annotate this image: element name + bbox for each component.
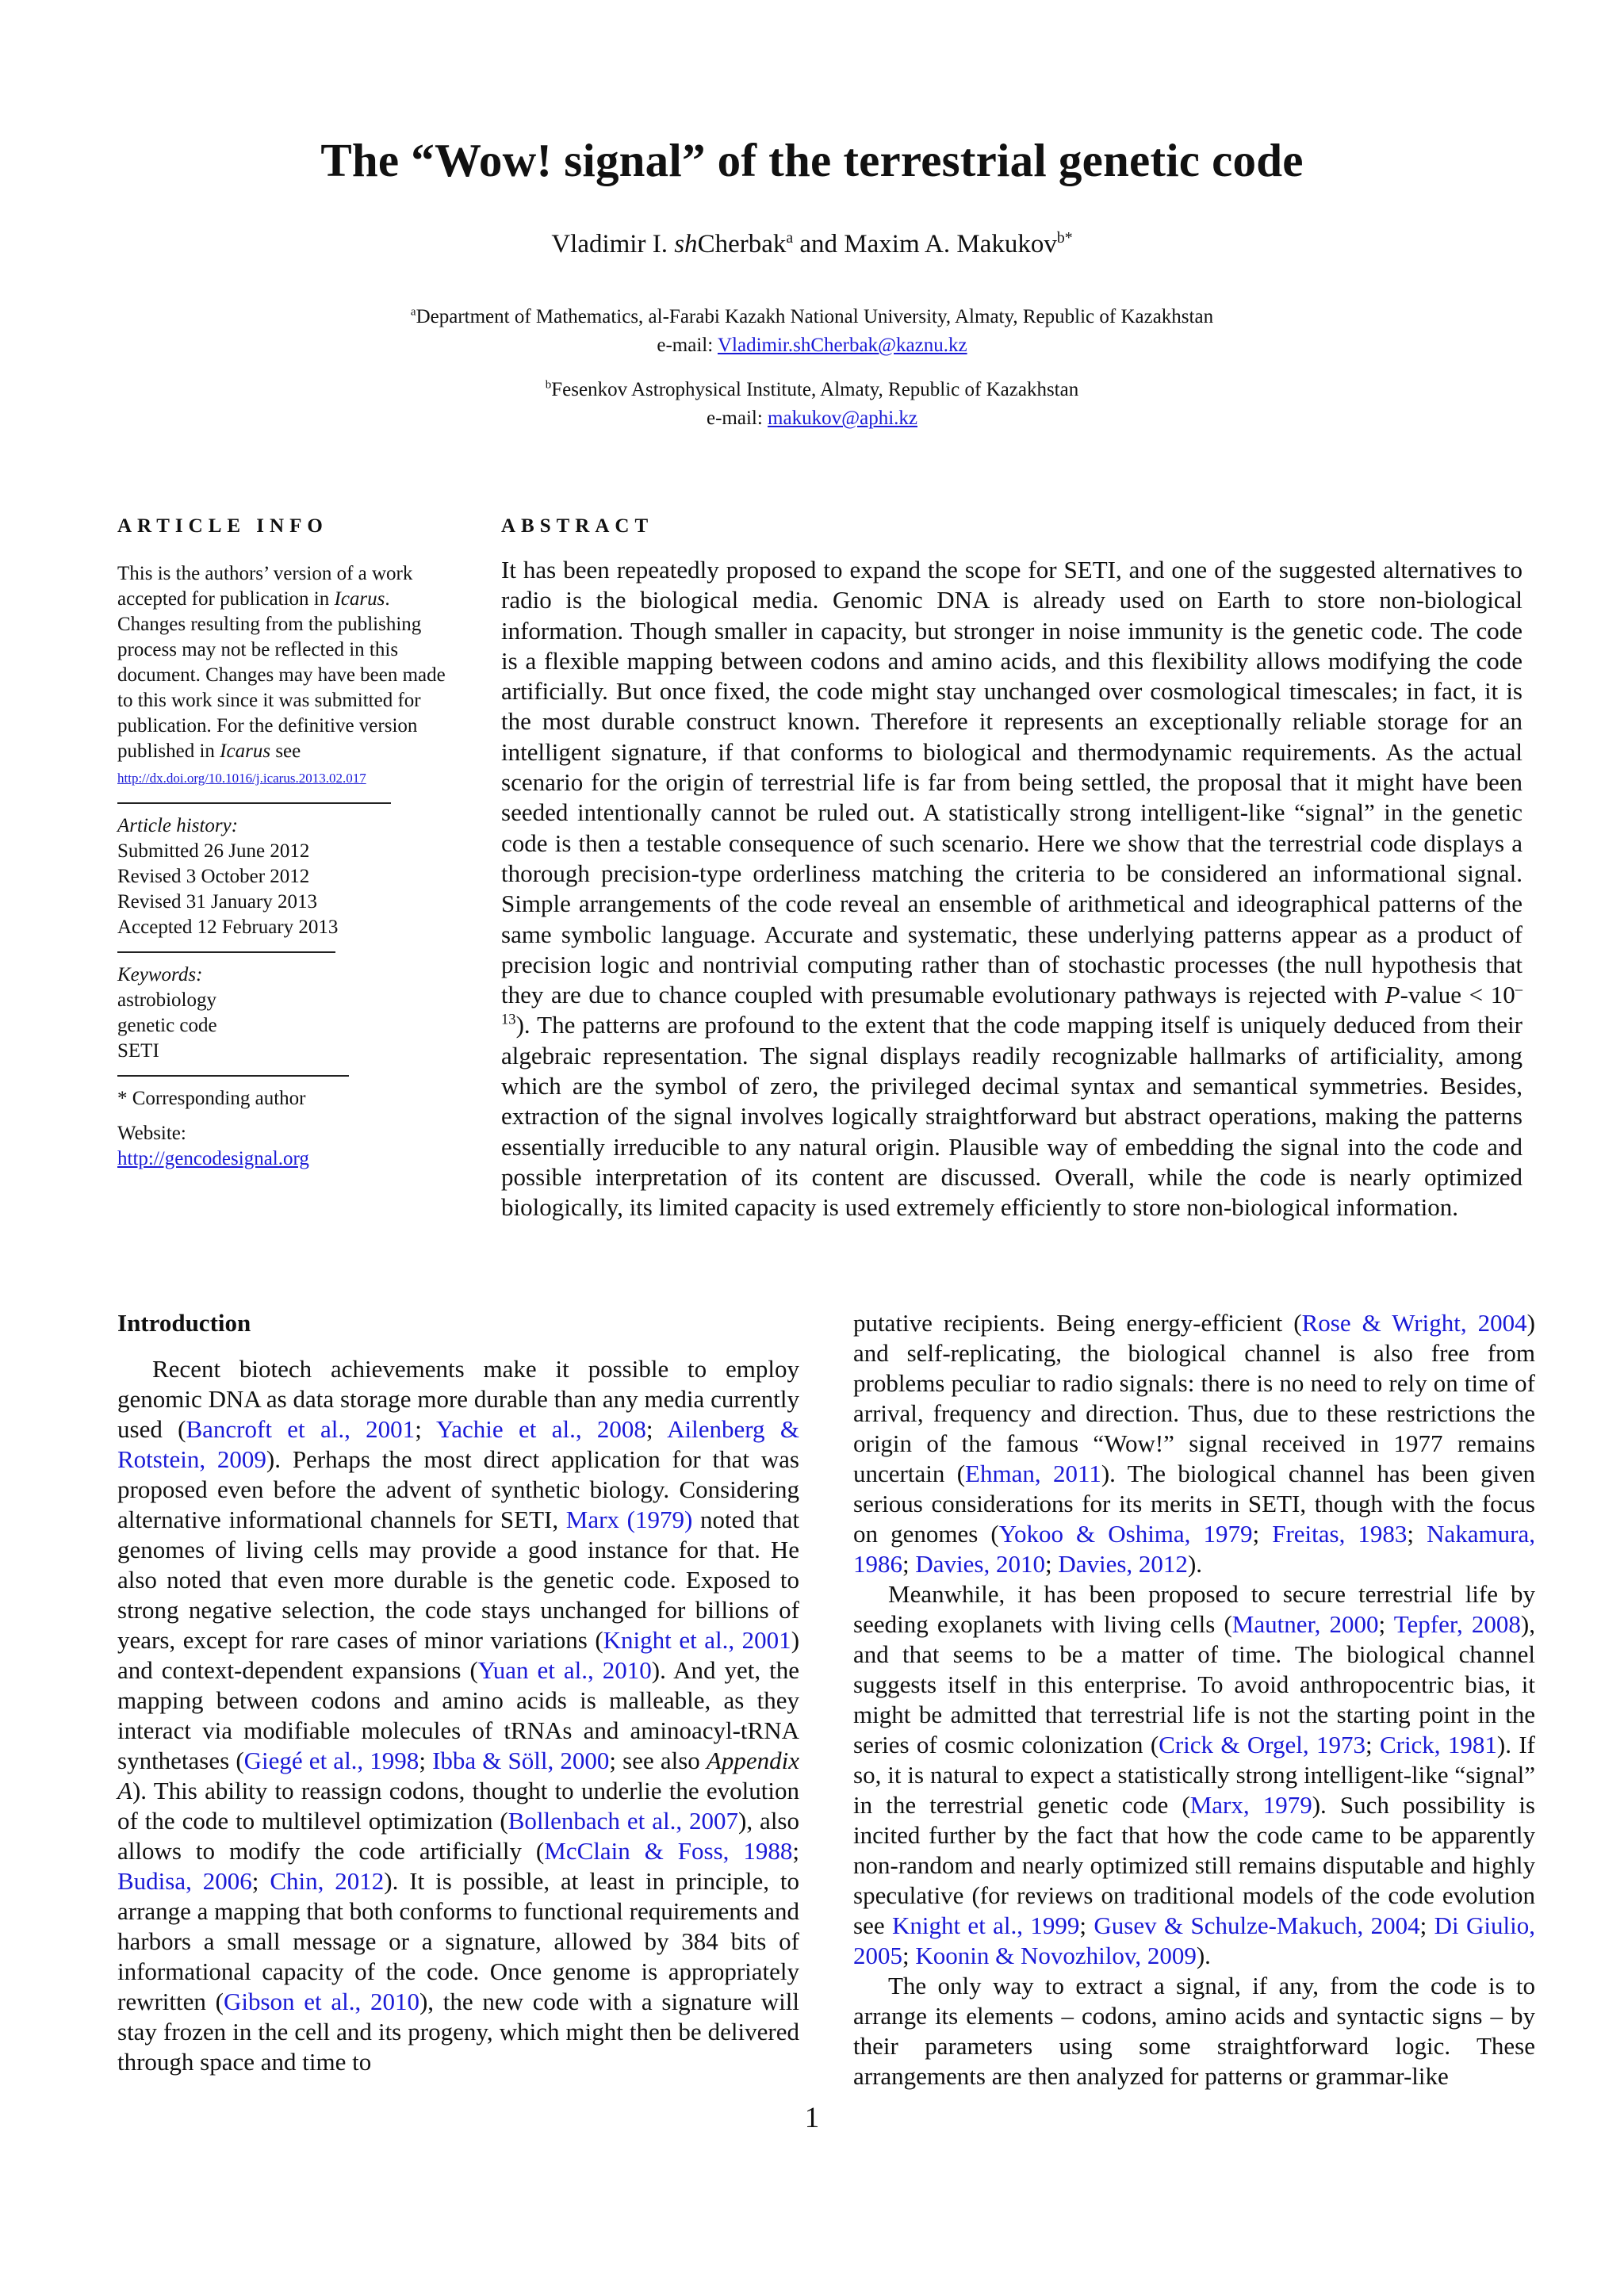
citation[interactable]: Ailenberg & Rotstein, 2009 — [117, 1415, 799, 1473]
note-text-1: This is the authors’ version of a work accepted for publication in — [117, 563, 413, 610]
website-label: Website: — [117, 1123, 186, 1144]
citation[interactable]: Freitas, 1983 — [1272, 1520, 1408, 1548]
keywords-label: Keywords: — [117, 964, 203, 985]
keyword: genetic code — [117, 1015, 217, 1036]
citation[interactable]: Ibba & Söll, 2000 — [432, 1747, 610, 1774]
citation[interactable]: Bancroft et al., 2001 — [186, 1415, 416, 1443]
paper-title: The “Wow! signal” of the terrestrial genetic code — [320, 134, 1304, 186]
appendix-reference: Appendix A — [117, 1747, 799, 1804]
divider — [117, 802, 391, 804]
abstract-part-3: ). The patterns are profound to the extent that the code mapping itself is uniquely deduced from their algebraic representation. The signal displays readily recognizable hallmarks of artificiality, among which are the symbol of zero, the privileged decimal syntax and semantical symmetries. Besides, extraction of the signal involves logically straightforward but abstract operations, making the patterns essentially irreducible to any natural origin. Plausible way of embedding the signal into the code and possible interpretation of its content are discussed. Overall, while the code is nearly optimized biologically, its limited capacity is used extremely efficiently to store non-biological information. — [501, 1011, 1522, 1222]
author2-name: and Maxim A. Makukov — [793, 230, 1057, 258]
note-text-2: . Changes resulting from the publishing process may not be reflected in this document. Changes may have been made to this work since it was submitted for publication. For the definitive version published in — [117, 588, 446, 762]
keyword: SETI — [117, 1040, 159, 1062]
abstract-part-2: -value < 10 — [1400, 981, 1515, 1009]
doi-link[interactable]: http://dx.doi.org/10.1016/j.icarus.2013.02.017 — [117, 771, 366, 786]
affiliation-a-email-label: e-mail: — [657, 335, 718, 356]
affiliation-a-email-link[interactable]: Vladimir.shCherbak@kaznu.kz — [717, 335, 967, 356]
abstract-part-1: It has been repeatedly proposed to expand the scope for SETI, and one of the suggested alternatives to radio is the biological media. Genomic DNA is already used on Earth to store non-biological information. Though smaller in capacity, but stronger in noise immunity is the genetic code. The code is a flexible mapping between codons and amino acids, and this flexibility allows modifying the code artificially. But once fixed, the code might stay unchanged over cosmological timescales; in fact, it is the most durable construct known. Therefore it represents an exceptionally reliable storage for an intelligent signature, if that conforms to biological and thermodynamic requirements. As the actual scenario for the origin of terrestrial life is far from being settled, the proposal that it might have been seeded intentionally cannot be ruled out. A statistically strong intelligent-like “signal” in the genetic code is then a testable consequence of such scenario. Here we show that the terrestrial code displays a thorough precision-type orderliness matching the criteria to be considered an informational signal. Simple arrangements of the code reveal an ensemble of arithmetical and ideographical patterns of the same symbolic language. Accurate and systematic, these underlying patterns appear as a product of precision logic and nontrivial computing rather than of stochastic processes (the null hypothesis that they are due to chance coupled with presumable evolutionary pathways is rejected with — [501, 556, 1522, 1009]
article-info-sidebar — [117, 561, 450, 1172]
abstract-text — [501, 555, 1522, 1223]
section-heading-introduction: Introduction — [117, 1309, 251, 1337]
citation[interactable]: Marx (1979) — [565, 1506, 693, 1533]
history-item: Accepted 12 February 2013 — [117, 916, 339, 938]
history-item: Revised 3 October 2012 — [117, 866, 310, 887]
abstract-p-symbol: P — [1385, 981, 1400, 1009]
citation[interactable]: Yuan et al., 2010 — [477, 1656, 652, 1684]
affiliation-b-mark: b — [545, 378, 552, 392]
citation[interactable]: Crick, 1981 — [1379, 1731, 1497, 1758]
author-line — [0, 230, 1624, 259]
citation[interactable]: Yokoo & Oshima, 1979 — [998, 1520, 1253, 1548]
citation[interactable]: Ehman, 2011 — [965, 1460, 1101, 1487]
citation[interactable]: McClain & Foss, 1988 — [544, 1837, 793, 1865]
note-journal: Icarus — [334, 588, 385, 610]
citation[interactable]: Mautner, 2000 — [1231, 1610, 1379, 1638]
affiliation-b-email-link[interactable]: makukov@aphi.kz — [768, 408, 917, 429]
note-journal-2: Icarus — [220, 740, 271, 762]
intro-paragraph-3: The only way to extract a signal, if any, from the code is to arrange its elements – codons, amino acids and syntactic signs – by their parameters using some straightforward logic. These arrangements are then analyzed for patterns or grammar-like — [853, 1972, 1535, 2090]
affiliation-a-text: Department of Mathematics, al-Farabi Kazakh National University, Almaty, Republic of Kazakhstan — [416, 306, 1214, 327]
divider — [117, 951, 335, 953]
history-label: Article history: — [117, 815, 239, 836]
citation[interactable]: Crick & Orgel, 1973 — [1159, 1731, 1365, 1758]
citation[interactable]: Knight et al., 1999 — [891, 1911, 1080, 1939]
history-item: Submitted 26 June 2012 — [117, 840, 310, 862]
citation[interactable]: Davies, 2012 — [1058, 1550, 1188, 1578]
author1-last: Cherbak — [697, 230, 787, 258]
author1-prefix: sh — [674, 230, 698, 258]
citation[interactable]: Budisa, 2006 — [117, 1867, 252, 1895]
citation[interactable]: Koonin & Novozhilov, 2009 — [915, 1942, 1197, 1969]
citation[interactable]: Davies, 2010 — [915, 1550, 1045, 1578]
author1-affiliation-mark: a — [786, 229, 794, 247]
author1-first: Vladimir I. — [551, 230, 675, 258]
author2-affiliation-mark: b* — [1056, 229, 1073, 247]
corresponding-author-note: * Corresponding author — [117, 1088, 306, 1109]
citation[interactable]: Di Giulio, 2005 — [853, 1911, 1535, 1969]
intro-paragraph-1: Recent biotech achievements make it possible to employ genomic DNA as data storage more durable than any media currently used (Bancroft et al., 2001; Yachie et al., 2008; Ailenberg & Rotstein, 2009). Perhaps the most direct application for that was proposed even before the advent of synthetic biology. Considering alternative informational channels for SETI, Marx (1979) noted that genomes of living cells may provide a good instance for that. He also noted that even more durable is the genetic code. Exposed to strong negative selection, the code stays unchanged for billions of years, except for rare cases of minor variations (Knight et al., 2001) and context-dependent expansions (Yuan et al., 2010). And yet, the mapping between codons and amino acids is malleable, as they interact via modifiable molecules of tRNAs and aminoacyl-tRNA synthetases (Giegé et al., 1998; Ibba & Söll, 2000; see also Appendix A). This ability to reassign codons, thought to underlie the evolution of the code to multilevel optimization (Bollenbach et al., 2007), also allows to modify the code artificially (McClain & Foss, 1988; Budisa, 2006; Chin, 2012). It is possible, at least in principle, to arrange a mapping that both conforms to functional requirements and harbors a small message or a signature, allowed by 384 bits of informational capacity of the code. Once genome is appropriately rewritten (Gibson et al., 2010), the new code with a signature will stay frozen in the cell and its progeny, which might then be delivered through space and time to — [117, 1355, 800, 2076]
citation[interactable]: Knight et al., 2001 — [603, 1626, 791, 1654]
divider — [117, 1075, 349, 1077]
website-link[interactable]: http://gencodesignal.org — [117, 1148, 309, 1169]
citation[interactable]: Gibson et al., 2010 — [223, 1988, 419, 2015]
citation[interactable]: Chin, 2012 — [270, 1867, 385, 1895]
authors-version-note — [117, 561, 450, 764]
body-column-right — [853, 1308, 1535, 2091]
body-column-left — [117, 1308, 799, 2077]
intro-paragraph-1-continued: putative recipients. Being energy-efficient (Rose & Wright, 2004) and self-replicating, the biological channel is also free from problems peculiar to radio signals: there is no need to rely on time of arrival, frequency and direction. Thus, due to these restrictions the origin of the famous “Wow!” signal received in 1977 remains uncertain (Ehman, 2011). The biological channel has been given serious considerations for its merits in SETI, though with the focus on genomes (Yokoo & Oshima, 1979; Freitas, 1983; Nakamura, 1986; Davies, 2010; Davies, 2012). — [853, 1309, 1535, 1578]
citation[interactable]: Tepfer, 2008 — [1393, 1610, 1521, 1638]
intro-paragraph-2: Meanwhile, it has been proposed to secure terrestrial life by seeding exoplanets with living cells (Mautner, 2000; Tepfer, 2008), and that seems to be a matter of time. The biological channel suggests itself in this enterprise. To avoid anthropocentric bias, it might be admitted that terrestrial life is not the starting point in the series of cosmic colonization (Crick & Orgel, 1973; Crick, 1981). If so, it is natural to expect a statistically strong intelligent-like “signal” in the terrestrial genetic code (Marx, 1979). Such possibility is incited further by the fact that how the code came to be apparently non-random and nearly optimized still remains disputable and highly speculative (for reviews on traditional models of the code evolution see Knight et al., 1999; Gusev & Schulze-Makuch, 2004; Di Giulio, 2005; Koonin & Novozhilov, 2009). — [853, 1580, 1535, 1969]
affiliation-b — [0, 376, 1624, 433]
article-info-heading: ARTICLE INFO — [117, 515, 328, 537]
page-number: 1 — [804, 2102, 820, 2134]
citation[interactable]: Gusev & Schulze-Makuch, 2004 — [1094, 1911, 1420, 1939]
affiliation-a-mark: a — [410, 305, 416, 319]
abstract-heading: ABSTRACT — [501, 515, 654, 537]
affiliation-a — [0, 303, 1624, 360]
history-item: Revised 31 January 2013 — [117, 891, 318, 913]
note-text-3: see — [270, 740, 301, 762]
citation[interactable]: Bollenbach et al., 2007 — [508, 1807, 739, 1835]
affiliation-b-text: Fesenkov Astrophysical Institute, Almaty, Republic of Kazakhstan — [551, 379, 1079, 400]
citation[interactable]: Nakamura, 1986 — [853, 1520, 1535, 1578]
keyword: astrobiology — [117, 989, 216, 1011]
citation[interactable]: Rose & Wright, 2004 — [1301, 1309, 1527, 1337]
affiliation-b-email-label: e-mail: — [706, 408, 768, 429]
abstract-p-exponent: –13 — [501, 981, 1523, 1029]
citation[interactable]: Giegé et al., 1998 — [243, 1747, 419, 1774]
citation[interactable]: Yachie et al., 2008 — [435, 1415, 646, 1443]
citation[interactable]: Marx, 1979 — [1189, 1791, 1312, 1819]
